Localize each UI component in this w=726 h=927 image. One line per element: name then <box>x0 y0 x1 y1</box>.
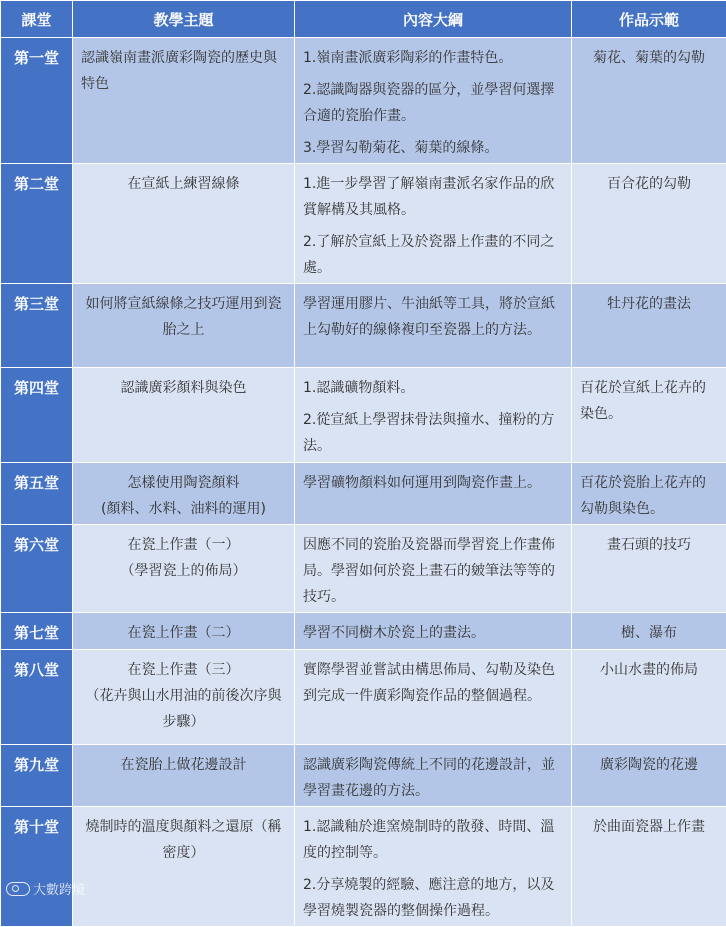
lesson-cell: 第十堂 <box>1 807 73 927</box>
header-example: 作品示範 <box>572 1 726 38</box>
lesson-cell: 第八堂 <box>1 650 73 745</box>
header-row <box>1 1 726 38</box>
topic-cell: 認識廣彩顏料與染色 <box>73 368 295 463</box>
outline-cell: 認識廣彩陶瓷傳統上不同的花邊設計，並學習畫花邊的方法。 <box>295 745 572 807</box>
table-row <box>1 463 726 525</box>
lesson-cell: 第二堂 <box>1 164 73 284</box>
example-cell: 牡丹花的畫法 <box>572 284 726 368</box>
header-topic: 教學主題 <box>73 1 295 38</box>
table-row <box>1 613 726 650</box>
header-outline: 內容大綱 <box>295 1 572 38</box>
lesson-cell: 第四堂 <box>1 368 73 463</box>
topic-cell: 在瓷上作畫（二） <box>73 613 295 650</box>
example-cell: 畫石頭的技巧 <box>572 525 726 613</box>
example-cell: 菊花、菊葉的勾勒 <box>572 38 726 164</box>
topic-cell: 在瓷胎上做花邊設計 <box>73 745 295 807</box>
topic-cell: 如何將宣紙線條之技巧運用到瓷胎之上 <box>73 284 295 368</box>
lesson-cell: 第六堂 <box>1 525 73 613</box>
topic-cell: 在瓷上作畫（一） （學習瓷上的佈局） <box>73 525 295 613</box>
table-row <box>1 368 726 463</box>
lesson-cell: 第一堂 <box>1 38 73 164</box>
example-cell: 百花於瓷胎上花卉的勾勒與染色。 <box>572 463 726 525</box>
outline-cell: 1.認識釉於進窯燒制時的散發、時間、溫度的控制等。 2.分享燒製的經驗、應注意的地方，以及學習燒製瓷器的整個操作過程。 <box>295 807 572 927</box>
outline-cell: 1.認識礦物顏料。 2.從宣紙上學習抹骨法與撞水、撞粉的方法。 <box>295 368 572 463</box>
table-row <box>1 745 726 807</box>
example-cell: 樹、瀑布 <box>572 613 726 650</box>
table-row <box>1 284 726 368</box>
outline-cell: 1.進一步學習了解嶺南畫派名家作品的欣賞解構及其風格。 2.了解於宣紙上及於瓷器上作畫的不同之處。 <box>295 164 572 284</box>
lesson-cell: 第三堂 <box>1 284 73 368</box>
lesson-cell: 第七堂 <box>1 613 73 650</box>
lesson-cell: 第九堂 <box>1 745 73 807</box>
topic-cell: 在瓷上作畫（三） （花卉與山水用油的前後次序與步驟） <box>73 650 295 745</box>
outline-cell: 因應不同的瓷胎及瓷器而學習瓷上作畫佈局。學習如何於瓷上畫石的皴筆法等等的技巧。 <box>295 525 572 613</box>
outline-cell: 學習礦物顏料如何運用到陶瓷作畫上。 <box>295 463 572 525</box>
table-row <box>1 164 726 284</box>
topic-cell: 在宣紙上練習線條 <box>73 164 295 284</box>
example-cell: 百合花的勾勒 <box>572 164 726 284</box>
outline-cell: 實際學習並嘗試由構思佈局、勾勒及染色到完成一件廣彩陶瓷作品的整個過程。 <box>295 650 572 745</box>
table-row <box>1 525 726 613</box>
watermark-text: 大數跨境 <box>33 879 85 898</box>
example-cell: 百花於宣紙上花卉的染色。 <box>572 368 726 463</box>
outline-cell: 學習運用膠片、牛油紙等工具，將於宣紙上勾勒好的線條複印至瓷器上的方法。 <box>295 284 572 368</box>
topic-cell: 認識嶺南畫派廣彩陶瓷的歷史與特色 <box>73 38 295 164</box>
table-row <box>1 650 726 745</box>
watermark <box>6 879 85 898</box>
example-cell: 於曲面瓷器上作畫 <box>572 807 726 927</box>
watermark-logo-icon <box>6 882 30 896</box>
outline-cell: 1.嶺南畫派廣彩陶彩的作畫特色。 2.認識陶器與瓷器的區分，並學習何選擇合適的瓷胎作畫。 3.學習勾勒菊花、菊葉的線條。 <box>295 38 572 164</box>
example-cell: 廣彩陶瓷的花邊 <box>572 745 726 807</box>
header-lesson: 課堂 <box>1 1 73 38</box>
topic-cell: 怎樣使用陶瓷顏料 (顏料、水料、油料的運用) <box>73 463 295 525</box>
table-row <box>1 38 726 164</box>
table-row <box>1 807 726 927</box>
example-cell: 小山水畫的佈局 <box>572 650 726 745</box>
topic-cell: 燒制時的溫度與顏料之還原（稱密度） <box>73 807 295 927</box>
lesson-cell: 第五堂 <box>1 463 73 525</box>
outline-cell: 學習不同樹木於瓷上的畫法。 <box>295 613 572 650</box>
